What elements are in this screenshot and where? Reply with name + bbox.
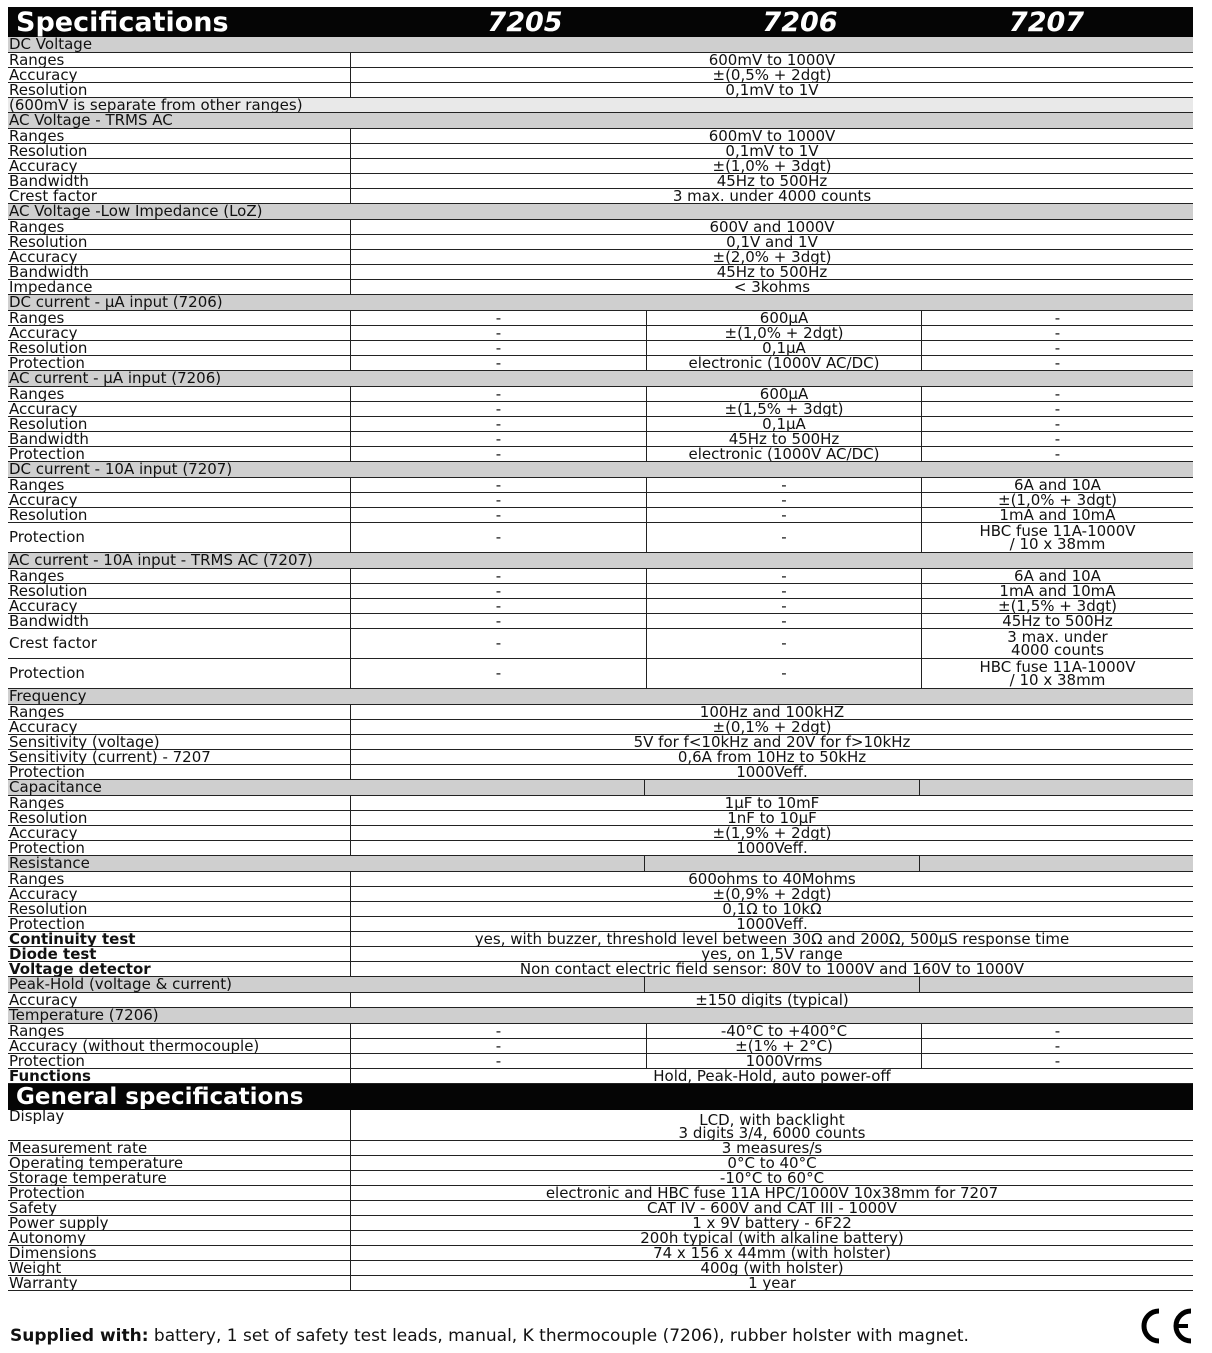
model-7205-value: - [350, 1054, 646, 1068]
supplied-with-text: battery, 1 set of safety test leads, manual, K thermocouple (7206), rubber holster with magnet. [148, 1326, 969, 1346]
section-title: Capacitance [9, 780, 102, 795]
row-label: Ranges [9, 796, 65, 810]
model-7205-value: - [350, 1024, 646, 1038]
row-value: ±(1,9% + 2dgt) [350, 826, 1193, 840]
model-7205-value: - [350, 508, 646, 522]
row-value: < 3kohms [350, 280, 1193, 294]
section-header [8, 37, 1193, 53]
row-label: Accuracy [9, 250, 78, 264]
table-row [8, 765, 1193, 780]
section-header [8, 462, 1193, 478]
row-value: ±(0,5% + 2dgt) [350, 68, 1193, 82]
row-value: CAT IV - 600V and CAT III - 1000V [350, 1201, 1193, 1215]
row-value: ±(0,9% + 2dgt) [350, 887, 1193, 901]
table-row [8, 508, 1193, 523]
row-value: 5V for f<10kHz and 20V for f>10kHz [350, 735, 1193, 749]
row-value: 45Hz to 500Hz [350, 174, 1193, 188]
row-label: Crest factor [9, 634, 97, 652]
row-label: Ranges [9, 220, 65, 234]
model-7205-value: - [350, 387, 646, 401]
section-title: Resistance [9, 856, 90, 871]
row-label: Display [9, 1110, 65, 1125]
general-row [8, 1110, 1193, 1141]
row-label: Resolution [9, 811, 88, 825]
table-row [8, 174, 1193, 189]
row-label: Ranges [9, 705, 65, 719]
row-value: 0,1mV to 1V [350, 144, 1193, 158]
model-7206-value: - [646, 599, 921, 613]
row-label: Dimensions [9, 1246, 97, 1260]
row-label: Sensitivity (voltage) [9, 735, 160, 749]
model-7206-value: 600µA [646, 387, 921, 401]
table-row [8, 493, 1193, 508]
row-label: Accuracy [9, 993, 78, 1007]
row-label: Voltage detector [9, 962, 151, 976]
row-label: Crest factor [9, 189, 97, 203]
section-header [8, 553, 1193, 569]
row-label: Accuracy [9, 493, 78, 507]
row-label: Accuracy [9, 826, 78, 840]
note-row [8, 98, 1193, 113]
row-value: 0,6A from 10Hz to 50kHz [350, 750, 1193, 764]
row-label: Functions [9, 1069, 91, 1083]
table-row [8, 417, 1193, 432]
row-label: Accuracy [9, 68, 78, 82]
row-value: ±150 digits (typical) [350, 993, 1193, 1007]
row-label: Protection [9, 917, 85, 931]
general-row [8, 1141, 1193, 1156]
model-7205-value: - [350, 432, 646, 446]
row-label: Protection [9, 356, 85, 370]
model-7206-value: - [646, 478, 921, 492]
model-7207-value: 6A and 10A [921, 478, 1193, 492]
model-7205-value: - [350, 356, 646, 370]
model-7205-value: - [350, 447, 646, 461]
row-value: 600V and 1000V [350, 220, 1193, 234]
model-7206-value: - [646, 614, 921, 628]
row-value: yes, with buzzer, threshold level between 30Ω and 200Ω, 500µS response time [350, 932, 1193, 946]
value-line: 3 max. under [1007, 629, 1108, 646]
model-7207-value: - [921, 1039, 1193, 1053]
row-label: Bandwidth [9, 265, 89, 279]
section-spacer [919, 856, 1193, 871]
spec-sections [8, 37, 1193, 1084]
row-value: 400g (with holster) [350, 1261, 1193, 1275]
table-row [8, 962, 1193, 977]
model-7205-value: - [350, 569, 646, 583]
ce-mark-icon [1134, 1305, 1194, 1347]
row-label: (600mV is separate from other ranges) [9, 98, 303, 112]
row-label: Autonomy [9, 1231, 86, 1245]
table-row [8, 902, 1193, 917]
supplied-with-lead: Supplied with: [10, 1326, 149, 1346]
general-row [8, 1156, 1193, 1171]
model-7205-value: - [350, 417, 646, 431]
row-value: 3 measures/s [350, 1141, 1193, 1155]
model-7206-value: - [646, 584, 921, 598]
section-title: AC current - 10A input - TRMS AC (7207) [9, 553, 313, 568]
table-row [8, 735, 1193, 750]
table-row [8, 83, 1193, 98]
model-7206-value: 0,1µA [646, 341, 921, 355]
value-line: 4000 counts [1010, 640, 1105, 658]
row-label: Resolution [9, 508, 88, 522]
model-7207-value: - [921, 1024, 1193, 1038]
table-row [8, 159, 1193, 174]
general-row [8, 1186, 1193, 1201]
table-row [8, 872, 1193, 887]
table-row [8, 887, 1193, 902]
section-header [8, 977, 1193, 993]
table-row [8, 796, 1193, 811]
row-label: Ranges [9, 53, 65, 67]
row-label: Ranges [9, 478, 65, 492]
table-row [8, 326, 1193, 341]
row-label: Protection [9, 841, 85, 855]
spec-header [8, 7, 1193, 37]
row-label: Ranges [9, 1024, 65, 1038]
section-spacer [919, 780, 1193, 795]
model-7205-value: - [350, 341, 646, 355]
row-label: Accuracy (without thermocouple) [9, 1039, 260, 1053]
section-header [8, 113, 1193, 129]
row-label: Measurement rate [9, 1141, 148, 1155]
row-value: 1µF to 10mF [350, 796, 1193, 810]
row-label: Resolution [9, 235, 88, 249]
row-value: 100Hz and 100kHZ [350, 705, 1193, 719]
table-row [8, 1024, 1193, 1039]
section-title: DC current - µA input (7206) [9, 295, 223, 310]
row-label: Protection [9, 1054, 85, 1068]
value-line: / 10 x 38mm [1009, 534, 1106, 552]
table-row [8, 280, 1193, 295]
row-label: Protection [9, 664, 85, 682]
model-7206-value: - [646, 569, 921, 583]
model-7206-value: ±(1% + 2°C) [646, 1039, 921, 1053]
row-label: Sensitivity (current) - 7207 [9, 750, 211, 764]
model-7206-value: ±(1,5% + 3dgt) [646, 402, 921, 416]
general-row [8, 1171, 1193, 1186]
row-value: Non contact electric field sensor: 80V to 1000V and 160V to 1000V [350, 962, 1193, 976]
table-row [8, 614, 1193, 629]
table-row [8, 144, 1193, 159]
model-7205-value: - [350, 584, 646, 598]
row-value: 0°C to 40°C [350, 1156, 1193, 1170]
model-7207-value: - [921, 447, 1193, 461]
row-value: 1nF to 10µF [350, 811, 1193, 825]
model-7207-value: 45Hz to 500Hz [921, 614, 1193, 628]
table-row [8, 189, 1193, 204]
model-7206-value: -40°C to +400°C [646, 1024, 921, 1038]
spec-title: Specifications [16, 6, 229, 38]
row-value: -10°C to 60°C [350, 1171, 1193, 1185]
model-7207-value: 6A and 10A [921, 569, 1193, 583]
section-spacer [644, 977, 919, 992]
section-header [8, 780, 1193, 796]
table-row [8, 356, 1193, 371]
general-row [8, 1231, 1193, 1246]
section-title: Frequency [9, 689, 87, 704]
row-label: Storage temperature [9, 1171, 167, 1185]
model-7206-value: - [646, 629, 921, 658]
table-row [8, 629, 1193, 659]
row-label: Ranges [9, 569, 65, 583]
model-7207-value: 1mA and 10mA [921, 584, 1193, 598]
model-7205-value: - [350, 629, 646, 658]
row-value: Hold, Peak-Hold, auto power-off [350, 1069, 1193, 1083]
table-row [8, 841, 1193, 856]
value-line: LCD, with backlight [699, 1111, 845, 1129]
model-7206-value: 45Hz to 500Hz [646, 432, 921, 446]
row-value: 0,1V and 1V [350, 235, 1193, 249]
model-7206-value: 1000Vrms [646, 1054, 921, 1068]
row-label: Accuracy [9, 402, 78, 416]
model-7205-value: - [350, 599, 646, 613]
general-row [8, 1201, 1193, 1216]
row-value: electronic and HBC fuse 11A HPC/1000V 10x38mm for 7207 [350, 1186, 1193, 1200]
model-7207-value: 1mA and 10mA [921, 508, 1193, 522]
general-row [8, 1246, 1193, 1261]
table-row [8, 341, 1193, 356]
table-row [8, 1054, 1193, 1069]
general-row [8, 1216, 1193, 1231]
row-value: 600mV to 1000V [350, 53, 1193, 67]
row-value: 1000Veff. [350, 765, 1193, 779]
table-row [8, 947, 1193, 962]
row-label: Continuity test [9, 932, 136, 946]
row-label: Accuracy [9, 159, 78, 173]
row-value: 1000Veff. [350, 917, 1193, 931]
model-7207-value [921, 629, 1193, 658]
model-7207-value: - [921, 356, 1193, 370]
table-row [8, 569, 1193, 584]
model-7206-value: electronic (1000V AC/DC) [646, 447, 921, 461]
row-label: Bandwidth [9, 432, 89, 446]
value-line: HBC fuse 11A-1000V [979, 523, 1136, 540]
model-7207-value [921, 523, 1193, 552]
row-value: 74 x 156 x 44mm (with holster) [350, 1246, 1193, 1260]
table-row [8, 432, 1193, 447]
row-label: Resolution [9, 417, 88, 431]
table-row [8, 387, 1193, 402]
section-title: AC current - µA input (7206) [9, 371, 222, 386]
value-line: HBC fuse 11A-1000V [979, 659, 1136, 676]
model-7207-value: - [921, 311, 1193, 325]
model-7206: 7206 [762, 6, 838, 38]
model-7206-value: - [646, 493, 921, 507]
row-value: 1 year [350, 1276, 1193, 1290]
row-label: Diode test [9, 947, 97, 961]
row-label: Protection [9, 765, 85, 779]
table-row [8, 917, 1193, 932]
row-value [350, 1110, 1193, 1140]
row-label: Operating temperature [9, 1156, 184, 1170]
model-7207-value [921, 659, 1193, 688]
value-line: 3 digits 3/4, 6000 counts [678, 1124, 866, 1140]
row-label: Bandwidth [9, 614, 89, 628]
model-7207: 7207 [1008, 6, 1085, 38]
value-line: / 10 x 38mm [1009, 670, 1106, 688]
row-value: 0,1Ω to 10kΩ [350, 902, 1193, 916]
model-7205-value: - [350, 614, 646, 628]
table-row [8, 659, 1193, 689]
section-title: DC Voltage [9, 37, 93, 52]
table-row [8, 220, 1193, 235]
model-7205-value: - [350, 523, 646, 552]
model-7207-value: - [921, 432, 1193, 446]
row-label: Bandwidth [9, 174, 89, 188]
row-label: Impedance [9, 280, 93, 294]
row-value: 0,1mV to 1V [350, 83, 1193, 97]
row-value: 200h typical (with alkaline battery) [350, 1231, 1193, 1245]
model-7206-value: - [646, 523, 921, 552]
model-7207-value: ±(1,0% + 3dgt) [921, 493, 1193, 507]
row-label: Ranges [9, 311, 65, 325]
row-value: 1000Veff. [350, 841, 1193, 855]
row-value: 45Hz to 500Hz [350, 265, 1193, 279]
table-row [8, 720, 1193, 735]
row-label: Resolution [9, 341, 88, 355]
model-7205-value: - [350, 402, 646, 416]
table-row [8, 599, 1193, 614]
row-label: Resolution [9, 584, 88, 598]
section-title: AC Voltage - TRMS AC [9, 113, 173, 128]
model-7207-value: - [921, 341, 1193, 355]
model-7205-value: - [350, 1039, 646, 1053]
table-row [8, 68, 1193, 83]
model-7205-value: - [350, 659, 646, 688]
table-row [8, 250, 1193, 265]
model-7207-value: ±(1,5% + 3dgt) [921, 599, 1193, 613]
section-spacer [919, 977, 1193, 992]
table-row [8, 53, 1193, 68]
model-7206-value: - [646, 659, 921, 688]
section-title: DC current - 10A input (7207) [9, 462, 233, 477]
section-header [8, 371, 1193, 387]
model-7206-value: - [646, 508, 921, 522]
model-7207-value: - [921, 387, 1193, 401]
row-value: 600mV to 1000V [350, 129, 1193, 143]
row-label: Resolution [9, 144, 88, 158]
supplied-with [10, 1326, 969, 1346]
model-7207-value: - [921, 402, 1193, 416]
general-row [8, 1276, 1193, 1291]
general-spec-rows [8, 1110, 1193, 1291]
model-7207-value: - [921, 326, 1193, 340]
row-label: Accuracy [9, 720, 78, 734]
row-label: Accuracy [9, 599, 78, 613]
general-row [8, 1261, 1193, 1276]
table-row [8, 584, 1193, 599]
table-row [8, 750, 1193, 765]
table-row [8, 265, 1193, 280]
table-row [8, 826, 1193, 841]
section-header [8, 689, 1193, 705]
row-label: Resolution [9, 83, 88, 97]
table-row [8, 1039, 1193, 1054]
table-row [8, 478, 1193, 493]
model-7207-value: - [921, 417, 1193, 431]
model-7207-value: - [921, 1054, 1193, 1068]
section-title: AC Voltage -Low Impedance (LoZ) [9, 204, 263, 219]
section-header [8, 204, 1193, 220]
model-7205-value: - [350, 311, 646, 325]
model-7205-value: - [350, 478, 646, 492]
row-value: yes, on 1,5V range [350, 947, 1193, 961]
section-header [8, 295, 1193, 311]
model-7206-value: 600µA [646, 311, 921, 325]
section-spacer [644, 780, 919, 795]
row-label: Ranges [9, 129, 65, 143]
section-header [8, 856, 1193, 872]
row-label: Accuracy [9, 887, 78, 901]
row-value: ±(2,0% + 3dgt) [350, 250, 1193, 264]
row-label: Warranty [9, 1276, 78, 1290]
table-row [8, 811, 1193, 826]
table-row [8, 402, 1193, 417]
table-row [8, 932, 1193, 947]
row-value: ±(0,1% + 2dgt) [350, 720, 1193, 734]
section-header [8, 1008, 1193, 1024]
table-row [8, 311, 1193, 326]
model-7206-value: electronic (1000V AC/DC) [646, 356, 921, 370]
general-spec-title: General specifications [8, 1084, 1193, 1110]
row-label: Safety [9, 1201, 57, 1215]
row-value: 1 x 9V battery - 6F22 [350, 1216, 1193, 1230]
table-row [8, 129, 1193, 144]
spec-table [8, 7, 1193, 1291]
table-row [8, 705, 1193, 720]
model-7205-value: - [350, 326, 646, 340]
row-label: Ranges [9, 872, 65, 886]
table-row [8, 1069, 1193, 1084]
table-row [8, 993, 1193, 1008]
table-row [8, 523, 1193, 553]
row-value: 3 max. under 4000 counts [350, 189, 1193, 203]
row-label: Accuracy [9, 326, 78, 340]
section-spacer [644, 856, 919, 871]
model-7205-value: - [350, 493, 646, 507]
table-row [8, 235, 1193, 250]
row-value: 600ohms to 40Mohms [350, 872, 1193, 886]
row-label: Ranges [9, 387, 65, 401]
model-7206-value: 0,1µA [646, 417, 921, 431]
section-title: Peak-Hold (voltage & current) [9, 977, 233, 992]
row-label: Protection [9, 1186, 85, 1200]
row-value: ±(1,0% + 3dgt) [350, 159, 1193, 173]
model-7205: 7205 [487, 6, 563, 38]
model-7206-value: ±(1,0% + 2dgt) [646, 326, 921, 340]
section-title: Temperature (7206) [9, 1008, 159, 1023]
row-label: Protection [9, 447, 85, 461]
row-label: Protection [9, 528, 85, 546]
row-label: Resolution [9, 902, 88, 916]
row-label: Weight [9, 1261, 62, 1275]
table-row [8, 447, 1193, 462]
row-label: Power supply [9, 1216, 109, 1230]
